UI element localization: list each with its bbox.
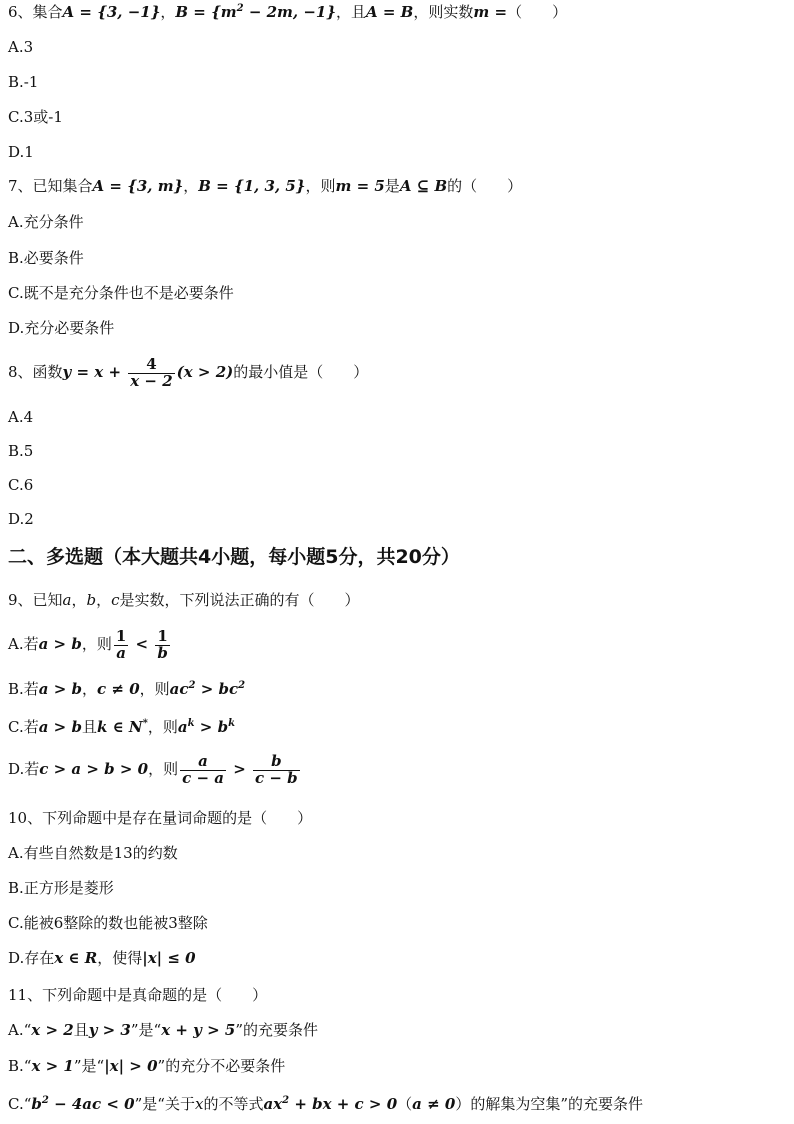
q6-stem xyxy=(8,0,567,24)
q9-optD-gt: > xyxy=(227,760,251,778)
q7-prefix: 7、已知集合 xyxy=(8,177,93,195)
q9-optD-prefix: D.若 xyxy=(8,760,40,778)
q11-optA-c1: x > 2 xyxy=(31,1021,74,1039)
q11-optB-prefix: B.“ xyxy=(8,1057,32,1075)
q8-suffix: 的最小值是（ ） xyxy=(233,363,369,381)
q11-optC-disc: $b^2 - 4ac < 0$ xyxy=(31,1095,135,1113)
q11-optC-mid3: （ xyxy=(397,1095,413,1113)
q8-stem xyxy=(8,350,368,394)
q8-option-b: B.5 xyxy=(8,442,34,460)
q9-optB-prefix: B.若 xyxy=(8,680,39,698)
q9-sep2: ， xyxy=(96,591,112,609)
q9-optB-cond1: a > b xyxy=(38,680,83,698)
q8-option-d: D.2 xyxy=(8,510,34,528)
q11-optC-x: x xyxy=(194,1095,204,1113)
q9-optC-cond2: k ∈ N* xyxy=(96,718,148,736)
q11-optA-c2: y > 3 xyxy=(88,1021,131,1039)
q11-optC-mid2: 的不等式 xyxy=(203,1095,264,1113)
q7-set-a: A = {3, m} xyxy=(92,177,184,195)
q10-option-b: B.正方形是菱形 xyxy=(8,879,114,897)
q9-optB-cond2: c ≠ 0 xyxy=(97,680,140,698)
q9-prefix: 9、已知 xyxy=(8,591,63,609)
q9-optA-frac1: $\frac{1}{a}$ xyxy=(115,626,127,662)
q9-optA-lt: < xyxy=(130,635,154,653)
q11-stem: 11、下列命题中是真命题的是（ ） xyxy=(8,986,268,1004)
q9-optC-mid: ，则 xyxy=(147,718,178,736)
q11-optA-and: 且 xyxy=(73,1021,89,1039)
q10-optD-mid: ，使得 xyxy=(97,949,143,967)
q9-optC-prefix: C.若 xyxy=(8,718,39,736)
q11-optC-mid1: ”是“关于 xyxy=(134,1095,195,1113)
q9-stem xyxy=(8,588,360,612)
q8-domain: (x > 2) xyxy=(176,363,234,381)
q10-optD-prefix: D.存在 xyxy=(8,949,55,967)
q9-optA-prefix: A.若 xyxy=(8,635,39,653)
q11-optA-suffix: ”的充要条件 xyxy=(235,1021,319,1039)
q10-stem: 10、下列命题中是存在量词命题的是（ ） xyxy=(8,809,313,827)
q6-sep2: ，且 xyxy=(336,3,367,21)
q9-suffix: 是实数，下列说法正确的有（ ） xyxy=(119,591,360,609)
q8-option-a: A.4 xyxy=(8,408,34,426)
q7-option-d: D.充分必要条件 xyxy=(8,319,115,337)
q11-optB-suffix: ”的充分不必要条件 xyxy=(157,1057,286,1075)
q9-option-b xyxy=(8,677,245,701)
q7-cond: m = 5 xyxy=(335,177,385,195)
q9-optD-frac1: $\frac{a}{c - a}$ xyxy=(182,751,224,787)
q9-optA-cond: a > b xyxy=(38,635,82,653)
q11-optC-ineq: $ax^2$ + bx + c > 0 xyxy=(263,1095,398,1113)
q7-stem xyxy=(8,174,522,198)
q9-optA-frac2: $\frac{1}{b}$ xyxy=(157,626,168,662)
q6-sep: ， xyxy=(160,3,176,21)
q9-var-b: b xyxy=(86,591,97,609)
q6-prefix: 6、集合 xyxy=(8,3,63,21)
q6-sep3: ，则实数 xyxy=(413,3,474,21)
q11-optB-c1: x > 1 xyxy=(31,1057,74,1075)
q6-eq: A = B xyxy=(366,3,414,21)
q11-optA-c3: x + y > 5 xyxy=(161,1021,236,1039)
q6-option-d: D.1 xyxy=(8,143,34,161)
q11-optC-cond: a ≠ 0 xyxy=(412,1095,456,1113)
q10-optD-var: x ∈ R xyxy=(54,949,98,967)
q11-optB-mid: ”是“ xyxy=(73,1057,105,1075)
q9-optD-cond: c > a > b > 0 xyxy=(39,760,149,778)
q7-option-b: B.必要条件 xyxy=(8,249,84,267)
section-heading: 二、多选题（本大题共4小题，每小题5分，共20分） xyxy=(8,546,460,568)
q10-optD-ineq: |x| ≤ 0 xyxy=(142,949,196,967)
q9-optC-cond1: a > b xyxy=(38,718,82,736)
q7-option-c: C.既不是充分条件也不是必要条件 xyxy=(8,284,234,302)
q7-option-a: A.充分条件 xyxy=(8,213,84,231)
q9-option-c xyxy=(8,715,235,739)
q11-optC-prefix: C.“ xyxy=(8,1095,32,1113)
q10-option-a: A.有些自然数是13的约数 xyxy=(8,844,178,862)
q7-sep3: 是 xyxy=(384,177,400,195)
q6-blank: （ ） xyxy=(507,3,568,21)
q9-optA-mid: ，则 xyxy=(81,635,112,653)
q9-var-a: a xyxy=(62,591,72,609)
q9-option-a xyxy=(8,622,172,666)
q8-func: y = x + xyxy=(62,363,127,381)
q6-option-b: B.-1 xyxy=(8,73,39,91)
q9-optD-frac2: $\frac{b}{c - b}$ xyxy=(255,751,298,787)
q9-var-c: c xyxy=(111,591,120,609)
q11-option-b xyxy=(8,1054,285,1078)
q7-set-b: B = {1, 3, 5} xyxy=(198,177,306,195)
q8-prefix: 8、函数 xyxy=(8,363,63,381)
q6-set-b: $B = \{m^2 - 2m$, −1} xyxy=(175,3,337,21)
q10-option-c: C.能被6整除的数也能被3整除 xyxy=(8,914,208,932)
q7-sep: ， xyxy=(183,177,199,195)
q11-option-c xyxy=(8,1092,643,1116)
q9-optC-concl: $a^k > b^k$ xyxy=(177,718,236,736)
q9-optB-mid: ，则 xyxy=(139,680,170,698)
q6-set-a: A = {3, −1} xyxy=(62,3,161,21)
q9-optB-concl: $ac^2 > bc^2$ xyxy=(169,680,246,698)
q11-optB-c2: |x| > 0 xyxy=(104,1057,158,1075)
q8-option-c: C.6 xyxy=(8,476,34,494)
q11-optA-mid: ”是“ xyxy=(130,1021,162,1039)
q9-optC-and: 且 xyxy=(81,718,97,736)
q7-sep2: ，则 xyxy=(305,177,336,195)
q11-optC-mid4: ）的解集为空集”的充要条件 xyxy=(455,1095,643,1113)
q6-option-a: A.3 xyxy=(8,38,34,56)
q11-option-a xyxy=(8,1018,318,1042)
q8-fraction: $\frac{4}{x - 2}$ xyxy=(130,354,173,390)
q11-optA-prefix: A.“ xyxy=(8,1021,32,1039)
q7-suffix: 的（ ） xyxy=(447,177,523,195)
q6-var: m = xyxy=(473,3,508,21)
q6-option-c: C.3或-1 xyxy=(8,108,63,126)
q9-optD-mid: ，则 xyxy=(148,760,179,778)
q10-option-d xyxy=(8,946,196,970)
q9-optB-sep: ， xyxy=(82,680,98,698)
q9-option-d xyxy=(8,747,302,791)
q7-subset: A ⊆ B xyxy=(399,177,448,195)
q9-sep1: ， xyxy=(71,591,87,609)
